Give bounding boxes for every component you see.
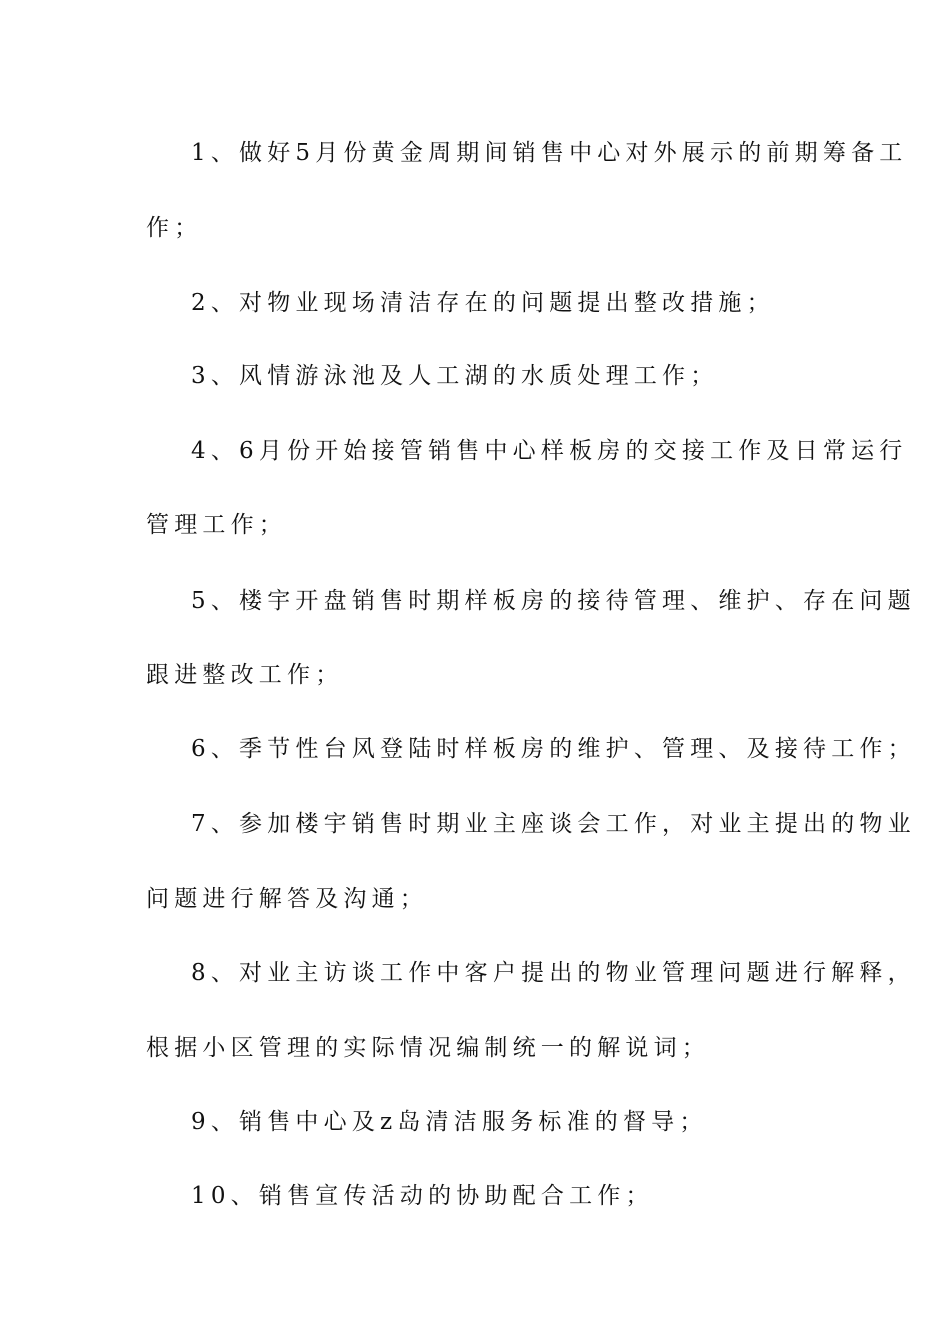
list-item-5-line-2: 跟进整改工作；: [146, 662, 344, 688]
list-item-1-line-1: 1、做好5月份黄金周期间销售中心对外展示的前期筹备工: [191, 140, 908, 166]
list-item-10: 10、销售宣传活动的协助配合工作；: [191, 1183, 654, 1209]
list-item-4-line-1: 4、6月份开始接管销售中心样板房的交接工作及日常运行: [191, 438, 908, 464]
list-item-7-line-2: 问题进行解答及沟通；: [146, 886, 428, 912]
list-item-2: 2、对物业现场清洁存在的问题提出整改措施；: [191, 290, 775, 316]
list-item-6: 6、季节性台风登陆时样板房的维护、管理、及接待工作；: [191, 736, 916, 762]
list-item-1-line-2: 作；: [146, 215, 203, 241]
list-item-3: 3、风情游泳池及人工湖的水质处理工作；: [191, 363, 719, 389]
list-item-8-line-2: 根据小区管理的实际情况编制统一的解说词；: [146, 1035, 710, 1061]
list-item-9: 9、销售中心及z岛清洁服务标准的督导；: [191, 1109, 708, 1135]
list-item-7-line-1: 7、参加楼宇销售时期业主座谈会工作，对业主提出的物业: [191, 811, 916, 837]
list-item-4-line-2: 管理工作；: [146, 512, 287, 538]
list-item-5-line-1: 5、楼宇开盘销售时期样板房的接待管理、维护、存在问题: [191, 588, 916, 614]
list-item-8-line-1: 8、对业主访谈工作中客户提出的物业管理问题进行解释，: [191, 960, 916, 986]
